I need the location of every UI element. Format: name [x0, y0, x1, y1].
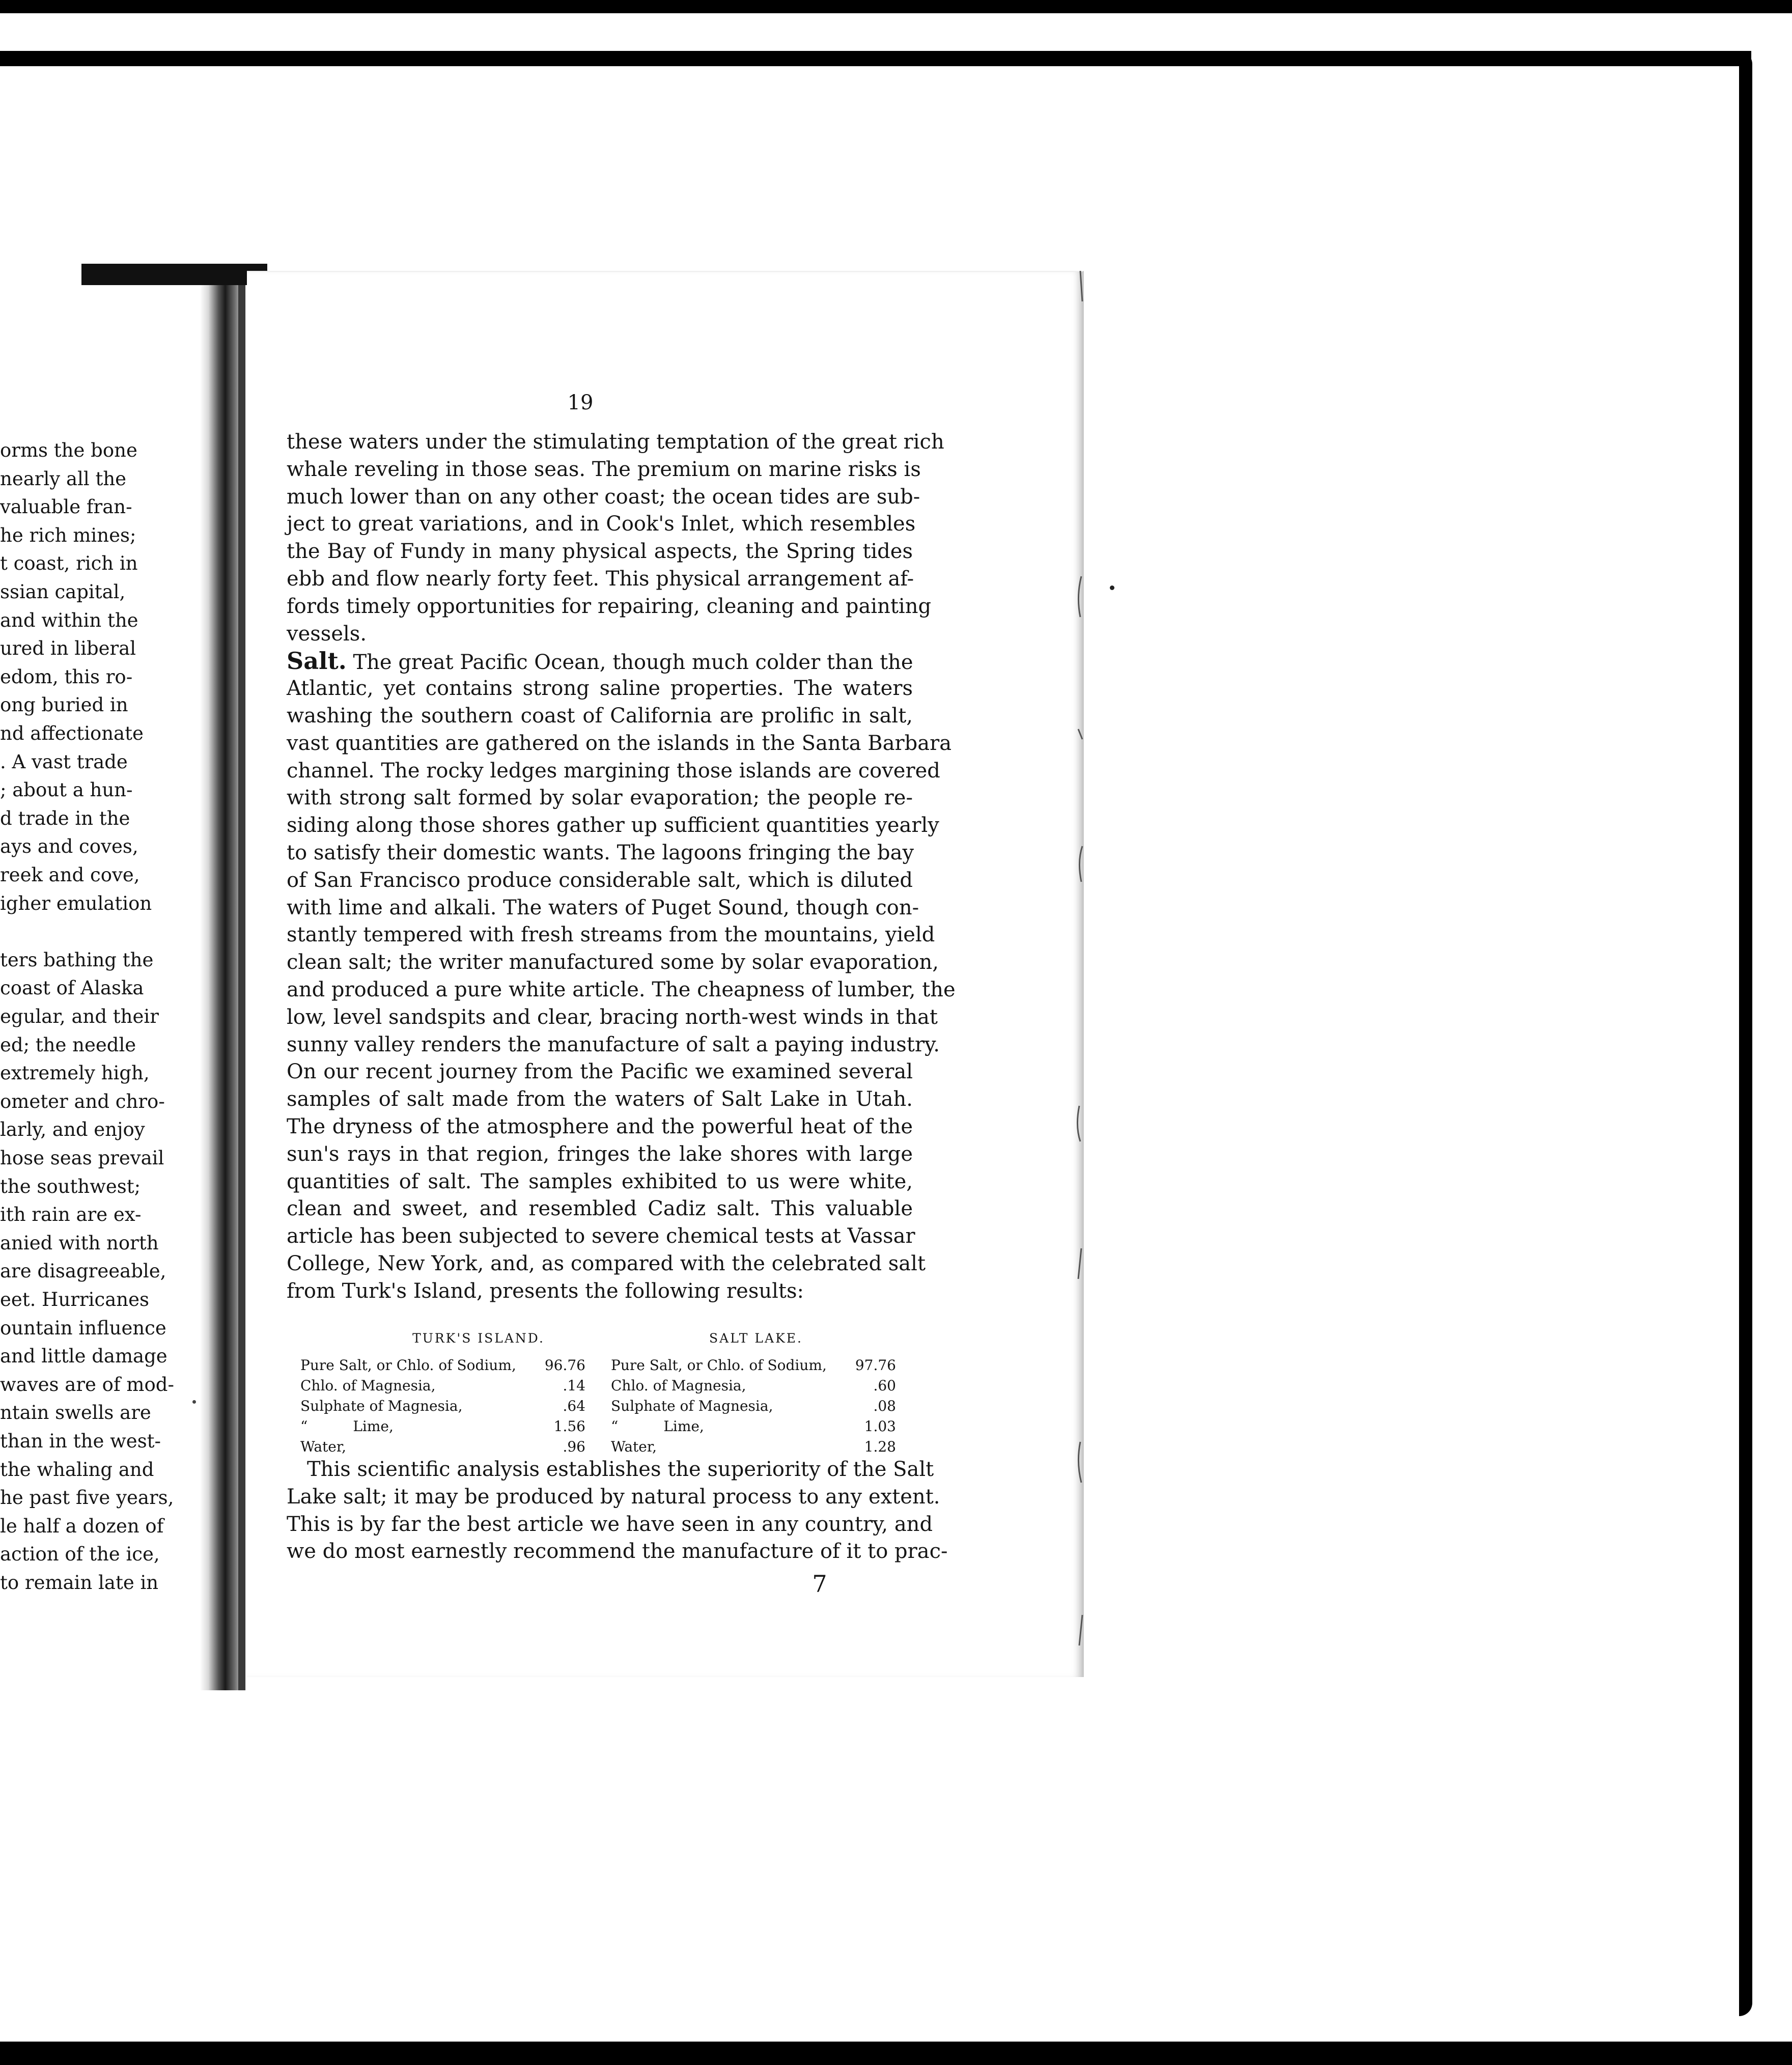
text-line: whale reveling in those seas. The premium on marine risks is — [287, 457, 921, 481]
scan-margin-right — [1752, 51, 1792, 2042]
table-label: Water, — [611, 1438, 657, 1455]
table-row — [611, 1416, 896, 1436]
scan-border-bottom — [0, 2042, 1792, 2065]
text-line: quantities of salt. The samples exhibited to us were white, — [287, 1169, 913, 1193]
conclusion-paragraph — [287, 1456, 948, 1566]
left-page-line: ith rain are ex- — [0, 1204, 142, 1226]
left-page-line: coast of Alaska — [0, 977, 144, 999]
table-label: Pure Salt, or Chlo. of Sodium, — [611, 1357, 827, 1374]
table-label: Water, — [300, 1438, 347, 1455]
spine-shadow — [238, 285, 245, 1690]
table-value: .14 — [563, 1377, 585, 1394]
text-line: clean and sweet, and resembled Cadiz salt. This valuable — [287, 1197, 913, 1221]
text-line: vessels. — [287, 622, 367, 646]
table-row — [611, 1376, 896, 1396]
table-row — [611, 1355, 896, 1375]
left-page-line: nd affectionate — [0, 722, 144, 744]
left-page-line — [0, 919, 181, 944]
text-line: to satisfy their domestic wants. The lagoons fringing the bay — [287, 841, 914, 864]
signature-mark: 7 — [812, 1570, 827, 1598]
text-line: This scientific analysis establishes the superiority of the Salt — [307, 1458, 934, 1481]
left-page-line: and within the — [0, 609, 138, 631]
left-page-line: ured in liberal — [0, 637, 136, 660]
salt-paragraph-opening: The great Pacific Ocean, though much colder than the — [353, 651, 913, 675]
left-page-line: and little damage — [0, 1345, 167, 1368]
left-page-line: to remain late in — [0, 1572, 159, 1594]
left-page-line: reek and cove, — [0, 864, 140, 886]
left-page-line: he past five years, — [0, 1487, 174, 1509]
table-label: Sulphate of Magnesia, — [611, 1398, 773, 1414]
left-page-line: ssian capital, — [0, 581, 126, 603]
scan-border-top-inner — [0, 51, 1751, 66]
text-line: sun's rays in that region, fringes the lake shores with large — [287, 1142, 913, 1166]
text-line: On our recent journey from the Pacific we examined several — [287, 1060, 913, 1084]
left-page-tab — [81, 264, 267, 285]
left-page-line: ong buried in — [0, 694, 128, 716]
left-page-line: le half a dozen of — [0, 1515, 164, 1537]
table-value: 97.76 — [855, 1357, 896, 1374]
left-page-line: ntain swells are — [0, 1402, 151, 1424]
text-line: clean salt; the writer manufactured some by solar evaporation, — [287, 951, 939, 974]
table-value: .60 — [873, 1377, 896, 1394]
salt-lake-title: SALT LAKE. — [709, 1331, 803, 1346]
salt-paragraph-first-line — [287, 648, 913, 675]
left-page-line: ountain influence — [0, 1317, 166, 1339]
table-row — [300, 1437, 585, 1457]
left-page-line: igher emulation — [0, 892, 152, 914]
text-line: stantly tempered with fresh streams from the mountains, yield — [287, 923, 935, 947]
turks-island-title: TURK'S ISLAND. — [412, 1331, 545, 1346]
text-line: Atlantic, yet contains strong saline properties. The waters — [287, 677, 913, 701]
left-page-line: are disagreeable, — [0, 1260, 166, 1282]
left-page-line: d trade in the — [0, 807, 130, 829]
table-row — [300, 1416, 585, 1436]
text-line: of San Francisco produce considerable salt, which is diluted — [287, 868, 913, 892]
left-page-line: hose seas prevail — [0, 1147, 164, 1169]
page-number: 19 — [567, 391, 594, 414]
left-page-line: valuable fran- — [0, 496, 132, 518]
left-page-line: nearly all the — [0, 467, 127, 490]
table-label: “ Lime, — [300, 1418, 394, 1435]
left-page-line: eet. Hurricanes — [0, 1289, 149, 1310]
text-line: much lower than on any other coast; the ocean tides are sub- — [287, 485, 920, 509]
text-line: vast quantities are gathered on the islands in the Santa Barbara — [287, 731, 952, 755]
table-value: 1.56 — [553, 1418, 585, 1435]
left-page-line: anied with north — [0, 1232, 159, 1254]
text-line: article has been subjected to severe chemical tests at Vassar — [287, 1224, 915, 1248]
text-line: channel. The rocky ledges margining those islands are covered — [287, 759, 940, 783]
page-edge-marks — [1073, 271, 1088, 1676]
salt-paragraph — [287, 675, 956, 1305]
table-row — [300, 1396, 585, 1416]
table-value: 1.28 — [864, 1438, 896, 1455]
text-line: samples of salt made from the waters of Salt Lake in Utah. — [287, 1087, 913, 1111]
scan-border-top — [0, 0, 1792, 13]
text-line: and produced a pure white article. The cheapness of lumber, the — [287, 978, 956, 1001]
speck — [192, 1400, 196, 1404]
left-page-line: orms the bone — [0, 439, 137, 461]
text-line: from Turk's Island, presents the following results: — [287, 1279, 804, 1303]
left-page-line: ays and coves, — [0, 835, 138, 858]
text-line: sunny valley renders the manufacture of salt a paying industry. — [287, 1032, 940, 1056]
text-line: ebb and flow nearly forty feet. This physical arrangement af- — [287, 567, 914, 591]
table-value: .08 — [873, 1398, 896, 1414]
left-page-line: the whaling and — [0, 1458, 154, 1481]
salt-heading: Salt. — [287, 647, 347, 675]
left-page-line: ters bathing the — [0, 948, 154, 971]
text-line: The dryness of the atmosphere and the powerful heat of the — [287, 1114, 913, 1138]
table-label: Chlo. of Magnesia, — [300, 1377, 436, 1394]
text-line: This is by far the best article we have seen in any country, and — [287, 1512, 933, 1536]
table-label: Sulphate of Magnesia, — [300, 1398, 463, 1414]
left-page-line: egular, and their — [0, 1006, 159, 1027]
text-line: ject to great variations, and in Cook's Inlet, which resembles — [287, 512, 916, 536]
left-page-line: action of the ice, — [0, 1543, 160, 1566]
table-label: Chlo. of Magnesia, — [611, 1377, 746, 1394]
left-page-line: edom, this ro- — [0, 665, 133, 688]
text-line: with lime and alkali. The waters of Puget Sound, though con- — [287, 896, 919, 919]
table-value: .64 — [563, 1398, 585, 1414]
text-line: the Bay of Fundy in many physical aspects, the Spring tides — [287, 540, 913, 564]
table-row — [300, 1376, 585, 1396]
left-page-line: t coast, rich in — [0, 552, 138, 575]
body-text — [287, 429, 956, 1305]
left-page-line: he rich mines; — [0, 524, 136, 546]
paragraph-continuation — [287, 429, 944, 648]
left-page-line: ed; the needle — [0, 1034, 136, 1056]
speck — [1110, 585, 1114, 590]
left-page-line: the southwest; — [0, 1175, 141, 1197]
text-line: low, level sandspits and clear, bracing north-west winds in that — [287, 1005, 938, 1029]
table-row — [300, 1355, 585, 1375]
table-value: 1.03 — [864, 1418, 896, 1435]
left-page-line: larly, and enjoy — [0, 1119, 145, 1141]
text-line: washing the southern coast of California are prolific in salt, — [287, 704, 913, 728]
text-line: with strong salt formed by solar evaporation; the people re- — [287, 786, 913, 810]
text-line: we do most earnestly recommend the manufacture of it to prac- — [287, 1540, 948, 1564]
table-label: “ Lime, — [611, 1418, 704, 1435]
table-value: 96.76 — [544, 1357, 585, 1374]
text-line: fords timely opportunities for repairing, cleaning and painting — [287, 594, 932, 618]
table-row — [611, 1437, 896, 1457]
left-page-line: waves are of mod- — [0, 1373, 174, 1396]
left-page-line: . A vast trade — [0, 750, 128, 773]
left-page-line: ometer and chro- — [0, 1090, 165, 1112]
text-line: these waters under the stimulating temptation of the great rich — [287, 430, 944, 454]
table-value: .96 — [563, 1438, 585, 1455]
text-line: College, New York, and, as compared with the celebrated salt — [287, 1251, 926, 1275]
left-page-line: than in the west- — [0, 1430, 161, 1452]
scan-border-right — [1739, 51, 1752, 2016]
table-label: Pure Salt, or Chlo. of Sodium, — [300, 1357, 516, 1374]
text-line: Lake salt; it may be produced by natural process to any extent. — [287, 1485, 940, 1509]
left-page-line: ; about a hun- — [0, 779, 133, 801]
speck — [1747, 1324, 1752, 1339]
left-page-line: extremely high, — [0, 1062, 150, 1084]
table-row — [611, 1396, 896, 1416]
text-line: siding along those shores gather up sufficient quantities yearly — [287, 814, 939, 838]
